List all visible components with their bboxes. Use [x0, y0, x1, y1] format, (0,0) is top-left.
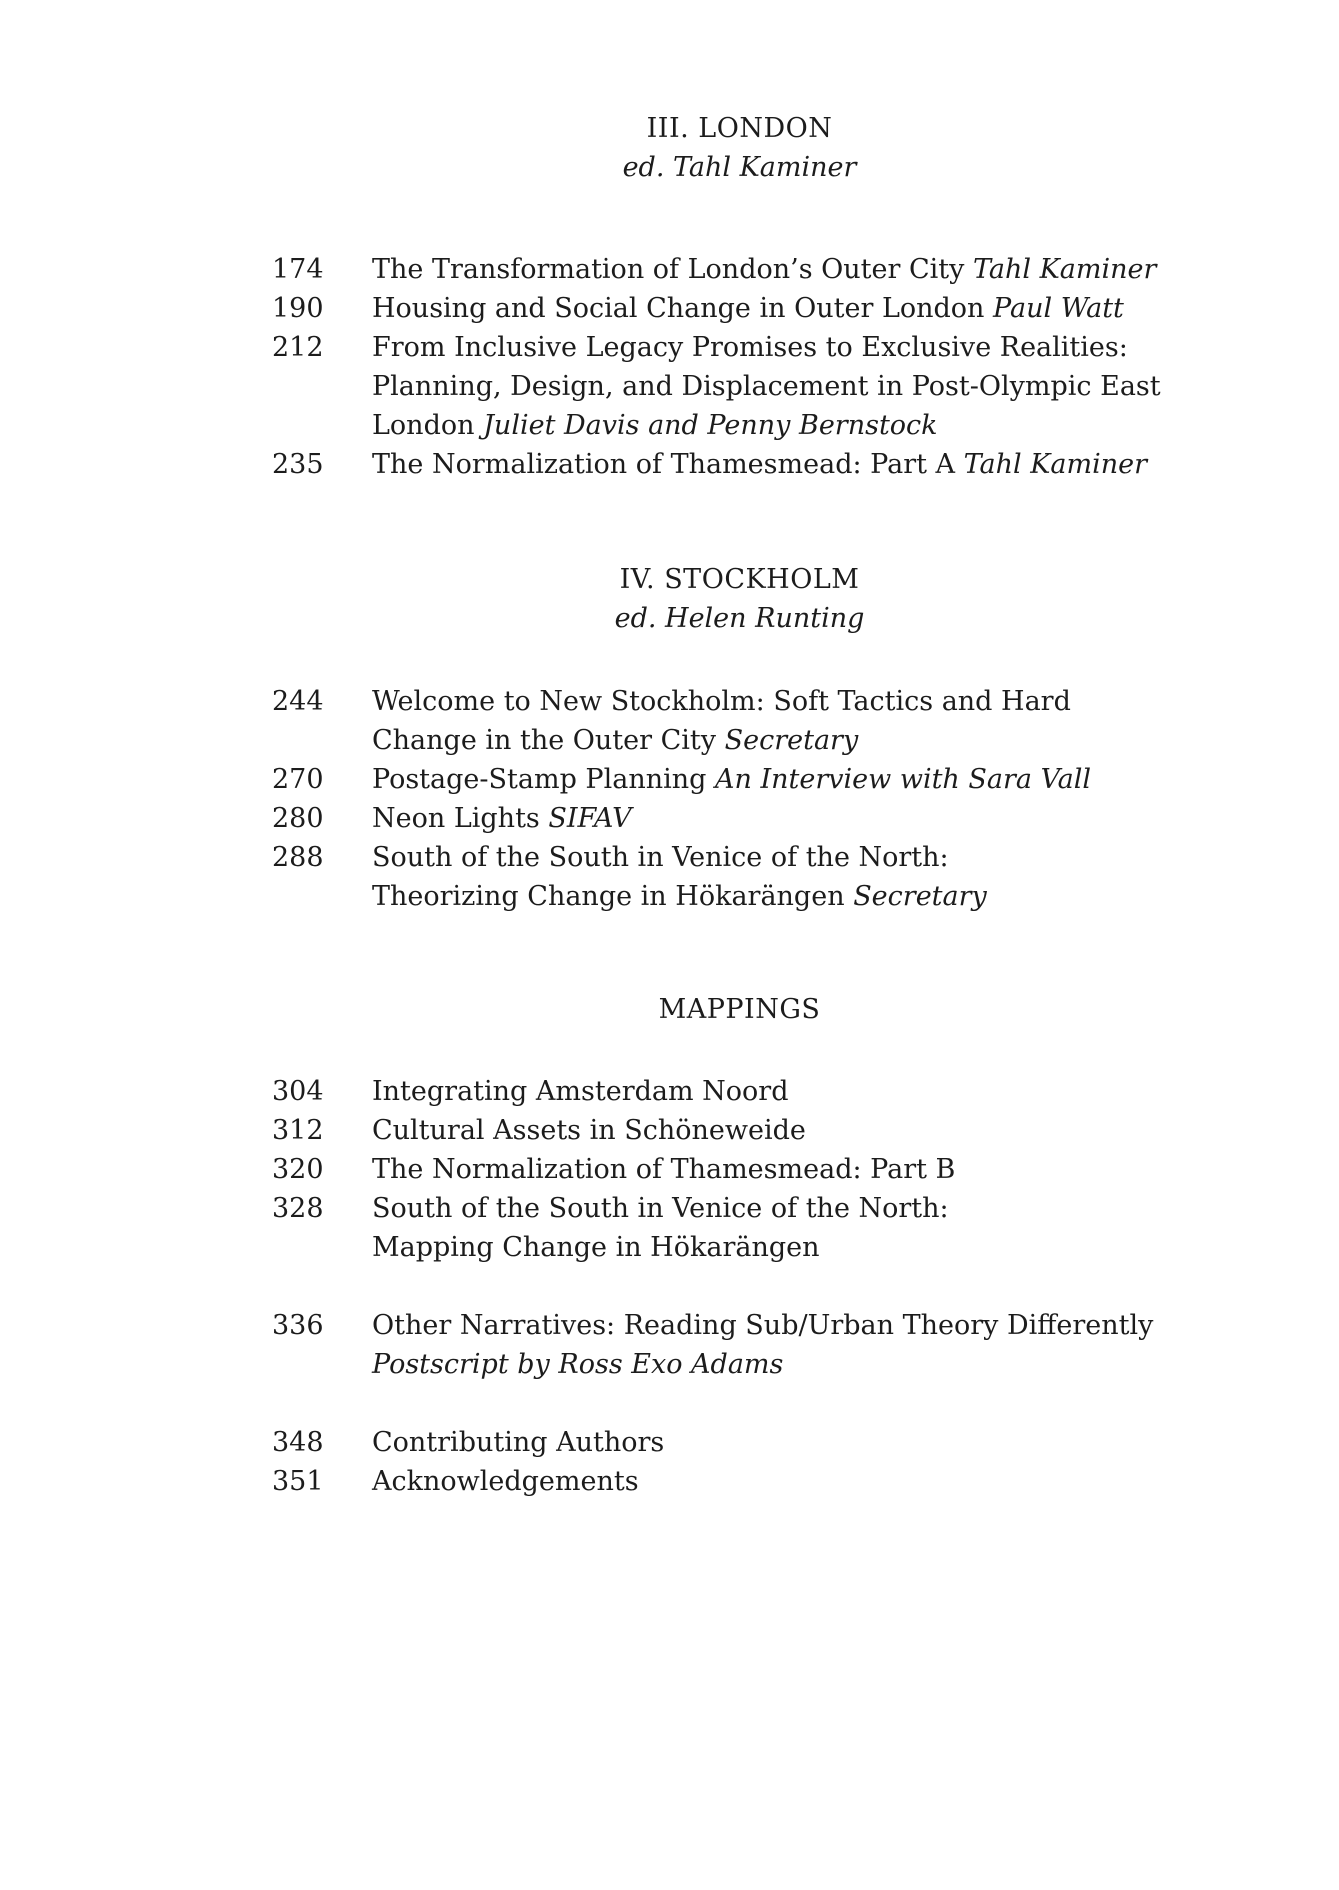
- entry-author: Paul Watt: [993, 293, 1124, 324]
- toc-list-london: [0, 250, 1339, 484]
- toc-entry[interactable]: [0, 328, 1339, 445]
- entry-author: Tahl Kaminer: [972, 254, 1157, 285]
- page-number: 244: [272, 686, 324, 717]
- page-number: 280: [272, 803, 324, 834]
- page-number: 336: [272, 1310, 324, 1341]
- entry-text: [372, 1111, 1202, 1150]
- entry-title: South of the South in Venice of the North: Theorizing Change in Hökarängen: [372, 842, 949, 912]
- entry-text: [372, 1306, 1202, 1384]
- entry-text: [372, 1189, 1012, 1267]
- entry-title: From Inclusive Legacy Promises to Exclusive Realities: Planning, Design, and Displacement in Post-Olympic East London: [372, 332, 1161, 441]
- entry-title: Integrating Amsterdam Noord: [372, 1076, 789, 1107]
- entry-text: [372, 682, 1072, 760]
- entry-text: [372, 445, 1202, 484]
- section-editor: ed. Tahl Kaminer: [622, 152, 857, 183]
- section-heading-stockholm: [70, 560, 1339, 638]
- entry-author: Tahl Kaminer: [963, 449, 1148, 480]
- section-title: III. LONDON: [646, 113, 833, 144]
- toc-entry-contributors[interactable]: [0, 1423, 1339, 1462]
- entry-text: [372, 289, 1202, 328]
- page-number: 348: [272, 1427, 324, 1458]
- section-title: IV. STOCKHOLM: [619, 564, 860, 595]
- entry-title: The Normalization of Thamesmead: Part A: [372, 449, 956, 480]
- entry-title: Housing and Social Change in Outer London: [372, 293, 985, 324]
- entry-text: [372, 760, 1202, 799]
- entry-title: Welcome to New Stockholm: Soft Tactics and Hard Change in the Outer City: [372, 686, 1071, 756]
- page-number: 288: [272, 842, 324, 873]
- toc-list-mappings: [0, 1072, 1339, 1501]
- toc-entry-acknowledgements[interactable]: [0, 1462, 1339, 1501]
- entry-text: [372, 250, 1202, 289]
- entry-text: [372, 838, 1012, 916]
- entry-title: Other Narratives: Reading Sub/Urban Theory Differently: [372, 1310, 1154, 1341]
- page-number: 190: [272, 293, 324, 324]
- section-editor: ed. Helen Runting: [614, 603, 865, 634]
- page-number: 212: [272, 332, 324, 363]
- toc-entry[interactable]: [0, 838, 1339, 916]
- toc-entry[interactable]: [0, 1189, 1339, 1267]
- page-number: 304: [272, 1076, 324, 1107]
- entry-title: South of the South in Venice of the North: Mapping Change in Hökarängen: [372, 1193, 949, 1263]
- toc-entry[interactable]: [0, 682, 1339, 760]
- toc-entry-postscript[interactable]: [0, 1306, 1339, 1384]
- entry-title: Postage-Stamp Planning: [372, 764, 707, 795]
- toc-list-stockholm: [0, 682, 1339, 916]
- toc-entry[interactable]: [0, 250, 1339, 289]
- entry-text: [372, 1150, 1202, 1189]
- toc-entry[interactable]: [0, 289, 1339, 328]
- entry-title: The Transformation of London’s Outer City: [372, 254, 965, 285]
- entry-author: Secretary: [724, 725, 859, 756]
- toc-entry[interactable]: [0, 799, 1339, 838]
- toc-entry[interactable]: [0, 1072, 1339, 1111]
- entry-text: [372, 328, 1202, 445]
- entry-author: Secretary: [853, 881, 987, 912]
- entry-title: Acknowledgements: [372, 1466, 639, 1497]
- section-heading-london: [70, 109, 1339, 187]
- page-number: 174: [272, 254, 324, 285]
- toc-entry[interactable]: [0, 1150, 1339, 1189]
- entry-text: [372, 1072, 1202, 1111]
- entry-title: Contributing Authors: [372, 1427, 665, 1458]
- entry-author: Juliet Davis and Penny Bernstock: [483, 410, 938, 441]
- entry-text: [372, 1462, 1202, 1501]
- toc-entry[interactable]: [0, 445, 1339, 484]
- toc-entry[interactable]: [0, 760, 1339, 799]
- entry-title: Cultural Assets in Schöneweide: [372, 1115, 806, 1146]
- page-number: 328: [272, 1193, 324, 1224]
- page-number: 312: [272, 1115, 324, 1146]
- section-heading-mappings: [70, 990, 1339, 1029]
- entry-author: Postscript by Ross Exo Adams: [372, 1349, 784, 1380]
- entry-author: SIFAV: [548, 803, 632, 834]
- entry-text: [372, 1423, 1202, 1462]
- page-number: 235: [272, 449, 324, 480]
- entry-author: An Interview with Sara Vall: [715, 764, 1091, 795]
- page-number: 270: [272, 764, 324, 795]
- page-number: 351: [272, 1466, 324, 1497]
- toc-entry[interactable]: [0, 1111, 1339, 1150]
- entry-title: Neon Lights: [372, 803, 540, 834]
- entry-title: The Normalization of Thamesmead: Part B: [372, 1154, 956, 1185]
- entry-text: [372, 799, 1202, 838]
- page-number: 320: [272, 1154, 324, 1185]
- section-title: MAPPINGS: [658, 994, 821, 1025]
